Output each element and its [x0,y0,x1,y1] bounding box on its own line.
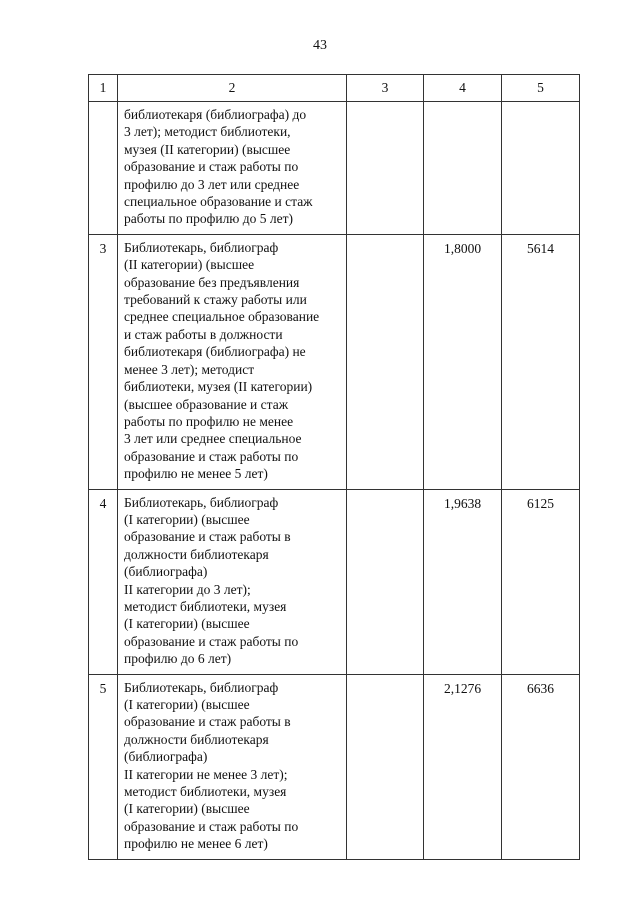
description-line: среднее специальное образование [124,309,320,325]
description-line: должности библиотекаря [124,546,269,562]
description-line: профилю не менее 6 лет) [124,836,268,852]
description-line: образование и стаж работы в [124,714,291,730]
description-line: (I категории) (высшее [124,697,250,712]
header-cell-1: 1 [89,75,118,102]
description-line: и стаж работы в должности [124,326,283,342]
col5-cell [502,102,580,235]
table-body [89,75,580,860]
col5-cell: 6125 [502,489,580,674]
col3-cell [347,102,424,235]
table-header-row [89,75,580,102]
header-cell-2: 2 [118,75,347,102]
description-line: образование без предъявления [124,274,300,290]
description-line: (I категории) (высшее [124,801,250,817]
description-line: образование и стаж работы по [124,448,299,464]
description-line: (II категории) (высшее [124,257,255,273]
description-line: (библиографа) [124,749,208,765]
row-number-cell [89,102,118,235]
description-line: образование и стаж работы по [124,159,299,175]
description-line: II категории до 3 лет); [124,581,251,597]
description-line: II категории не менее 3 лет); [124,766,288,782]
description-line: (I категории) (высшее [124,511,250,527]
table-row [89,674,580,859]
description-line: образование и стаж работы в [124,529,291,545]
description-line: библиотекаря (библиографа) не [124,344,306,360]
description-line: 3 лет или среднее специальное [124,431,302,447]
description-line: (библиографа) [124,564,208,580]
col3-cell [347,674,424,859]
document-table [88,74,580,860]
header-cell-4: 4 [424,75,502,102]
description-line: методист библиотеки, музея [124,784,287,800]
description-line: профилю до 3 лет или среднее [124,176,300,192]
row-number-cell: 5 [89,674,118,859]
description-cell [118,674,347,859]
table-row [89,489,580,674]
description-line: профилю до 6 лет) [124,651,232,667]
description-line: работы по профилю не менее [124,413,294,429]
description-cell [118,102,347,235]
col4-cell: 2,1276 [424,674,502,859]
table-row [89,234,580,489]
col5-cell: 5614 [502,234,580,489]
description-cell [118,489,347,674]
description-line: требований к стажу работы или [124,292,307,308]
description-line: образование и стаж работы по [124,818,299,834]
col3-cell [347,489,424,674]
col4-cell: 1,9638 [424,489,502,674]
description-line: менее 3 лет); методист [124,361,255,377]
description-line: библиотеки, музея (II категории) [124,379,313,395]
description-cell [118,234,347,489]
description-line: музея (II категории) (высшее [124,141,291,157]
description-line: профилю не менее 5 лет) [124,466,268,482]
description-line: (высшее образование и стаж [124,396,289,412]
col4-cell [424,102,502,235]
row-number-cell: 4 [89,489,118,674]
row-number-cell: 3 [89,234,118,489]
description-line: библиотекаря (библиографа) до [124,107,307,122]
description-line: работы по профилю до 5 лет) [124,211,294,227]
description-line: должности библиотекаря [124,731,269,747]
table-row [89,102,580,235]
description-line: Библиотекарь, библиограф [124,239,279,255]
description-line: специальное образование и стаж [124,194,313,210]
description-line: 3 лет); методист библиотеки, [124,124,291,140]
col5-cell: 6636 [502,674,580,859]
description-line: образование и стаж работы по [124,633,299,649]
description-line: (I категории) (высшее [124,616,250,632]
page-number: 43 [313,38,327,53]
description-line: Библиотекарь, библиограф [124,494,279,510]
header-cell-3: 3 [347,75,424,102]
col4-cell: 1,8000 [424,234,502,489]
description-line: методист библиотеки, музея [124,598,287,614]
header-cell-5: 5 [502,75,580,102]
description-line: Библиотекарь, библиограф [124,679,279,695]
col3-cell [347,234,424,489]
